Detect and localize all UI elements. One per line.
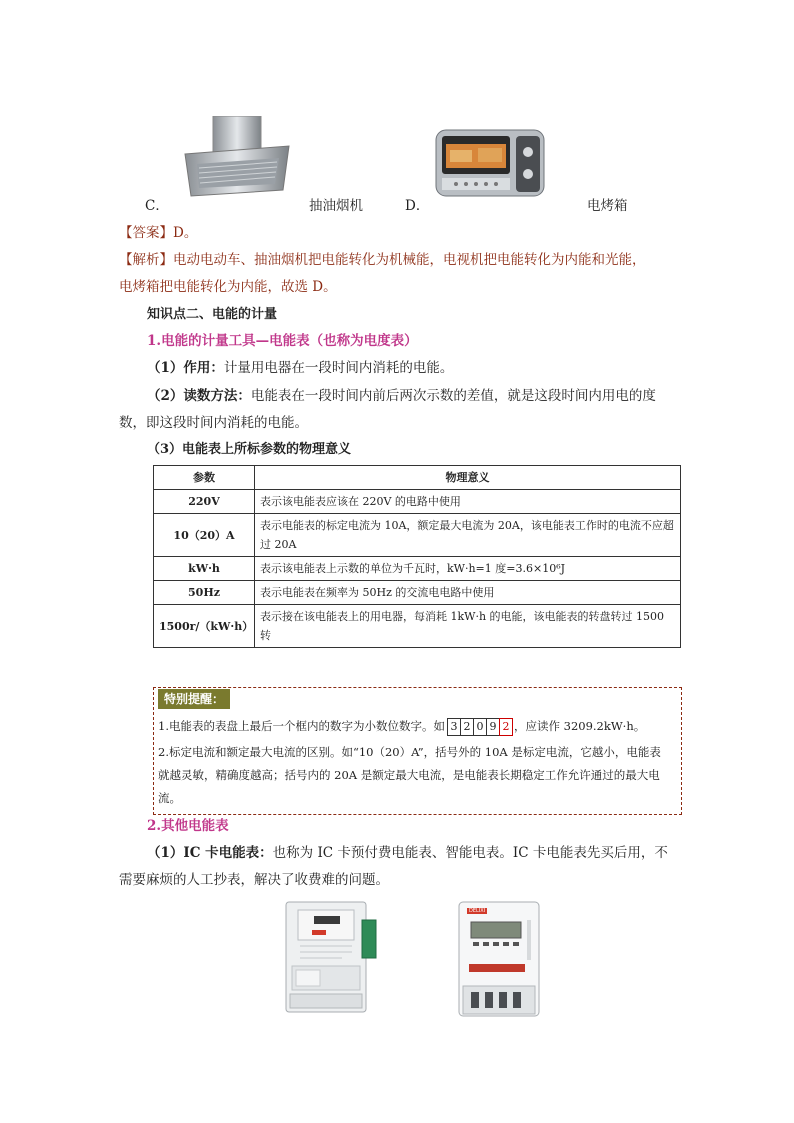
analysis-line-2: 电烤箱把电能转化为内能，故选 D。: [119, 279, 337, 295]
table-row: [154, 514, 681, 557]
digit-box-decimal: 2: [499, 718, 513, 736]
meter-brand-label: DELIXI: [469, 908, 486, 914]
toaster-oven-image: [434, 126, 548, 200]
table-row: [154, 557, 681, 581]
three-phase-ic-meter-image: [282, 900, 382, 1014]
item-params-title: （3）电能表上所标参数的物理意义: [147, 442, 352, 457]
analysis-text-1: 电动电动车、抽油烟机把电能转化为机械能，电视机把电能转化为内能和光能，: [173, 252, 646, 268]
meaning-cell: 表示该电能表应该在 220V 的电路中使用: [255, 490, 681, 514]
analysis-bracket: 【解析】: [119, 252, 173, 268]
meaning-cell: 表示该电能表上示数的单位为千瓦时，kW·h=1 度=3.6×10⁶J: [255, 557, 681, 581]
range-hood-image: [183, 116, 291, 198]
digit-box: 9: [486, 718, 500, 736]
answer-bracket: 【答案】: [119, 225, 173, 241]
tip-p1-before: 1.电能表的表盘上最后一个框内的数字为小数位数字。如: [158, 719, 445, 733]
item-reading-label: （2）读数方法：: [147, 388, 251, 404]
section-title: 知识点二、电能的计量: [147, 307, 278, 322]
header-meaning: 物理意义: [255, 466, 681, 490]
tip-paragraph-2-line-1: 2.标定电流和额定最大电流的区别。如“10（20）A”，括号外的 10A 是标定电流，它越小，电能表: [158, 745, 661, 759]
item-function: [147, 358, 453, 378]
tip-paragraph-1: [158, 716, 645, 736]
option-d-name: 电烤箱: [587, 198, 628, 214]
header-param: 参数: [154, 466, 255, 490]
tip-p1-after: ，应读作 3209.2kW·h。: [513, 719, 646, 733]
parameter-table: [153, 465, 681, 648]
heading-other-meters: 2.其他电能表: [147, 818, 229, 834]
option-c-label: C．: [145, 198, 169, 214]
table-row: [154, 490, 681, 514]
item-reading-text-1: 电能表在一段时间内前后两次示数的差值，就是这段时间内用电的度: [250, 388, 656, 404]
item-reading-line-1: [147, 386, 656, 406]
answer-value: D。: [173, 225, 198, 241]
heading-meter-tool: 1.电能的计量工具—电能表（也称为电度表）: [147, 333, 418, 349]
param-cell: 50Hz: [154, 581, 255, 605]
param-cell: kW·h: [154, 557, 255, 581]
param-cell: 10（20）A: [154, 514, 255, 557]
digit-box: 3: [447, 718, 461, 736]
digit-box: 0: [473, 718, 487, 736]
item-function-label: （1）作用：: [147, 360, 224, 376]
item-ic-card-label: （1）IC 卡电能表：: [147, 845, 273, 861]
tip-paragraph-2-line-2: 就越灵敏，精确度越高；括号内的 20A 是额定最大电流，是电能表长期稳定工作允许通过的最大电: [158, 768, 660, 782]
option-d-label: D．: [405, 198, 430, 214]
special-reminder-tag: 特别提醒：: [158, 689, 230, 709]
answer-line: [119, 223, 197, 243]
meter-digit-boxes: [447, 718, 512, 736]
item-function-text: 计量用电器在一段时间内消耗的电能。: [223, 360, 454, 376]
meaning-cell: 表示接在该电能表上的用电器，每消耗 1kW·h 的电能，该电能表的转盘转过 1500 转: [255, 605, 681, 648]
item-ic-card-line-2: 需要麻烦的人工抄表，解决了收费难的问题。: [119, 872, 389, 888]
item-ic-card-line-1: [147, 843, 668, 863]
option-c-name: 抽油烟机: [309, 198, 363, 214]
param-cell: 1500r/（kW·h）: [154, 605, 255, 648]
table-row: [154, 581, 681, 605]
meaning-cell: 表示电能表的标定电流为 10A，额定最大电流为 20A，该电能表工作时的电流不应超过 20A: [255, 514, 681, 557]
single-phase-ic-meter-image: [457, 900, 541, 1018]
meaning-cell: 表示电能表在频率为 50Hz 的交流电电路中使用: [255, 581, 681, 605]
analysis-line-1: [119, 250, 646, 270]
table-header-row: [154, 466, 681, 490]
param-cell: 220V: [154, 490, 255, 514]
item-ic-card-text-1: 也称为 IC 卡预付费电能表、智能电表。IC 卡电能表先买后用，不: [272, 845, 668, 861]
table-row: [154, 605, 681, 648]
digit-box: 2: [460, 718, 474, 736]
tip-paragraph-2-line-3: 流。: [158, 791, 181, 805]
item-reading-line-2: 数，即这段时间内消耗的电能。: [119, 415, 308, 431]
